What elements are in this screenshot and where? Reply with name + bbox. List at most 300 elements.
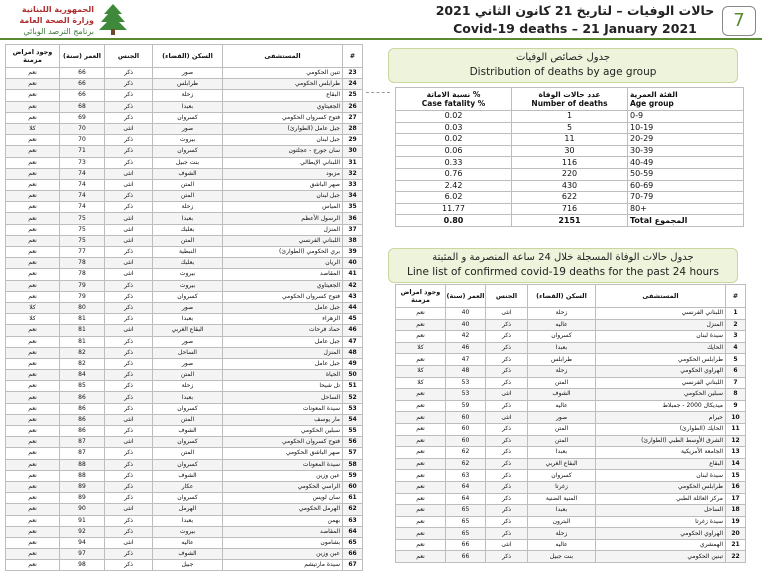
gender-cell: ذكر [105,135,153,146]
distribution-row [396,192,744,204]
age-group-cell: 40-49 [628,157,744,169]
residence-cell: زحلة [153,90,223,101]
hospital-cell: الهراوي الحكومي [596,528,726,540]
age-cell: 74 [60,179,105,190]
residence-cell: الشوف [153,549,223,560]
age-cell: 74 [60,202,105,213]
row-number-cell: 17 [726,493,746,505]
table-row [6,470,363,481]
cfr-header-ar: نسبة الاماتة % [426,90,481,99]
gender-cell: ذكر [486,447,528,459]
hospital-column-header: المستشفى [596,285,726,308]
hospital-cell: طرابلس الحكومي [223,79,343,90]
chronic-disease-cell: نعم [6,370,60,381]
distribution-row [396,134,744,146]
table-row [6,79,363,90]
chronic-disease-cell: نعم [6,560,60,571]
table-row [6,213,363,224]
gender-cell: ذكر [105,403,153,414]
chronic-disease-cell: نعم [6,112,60,123]
residence-cell: صور [528,412,596,424]
chronic-disease-cell: نعم [6,381,60,392]
row-number-cell: 19 [726,516,746,528]
gender-cell: ذكر [486,354,528,366]
row-number-cell: 14 [726,458,746,470]
chronic-disease-cell: نعم [6,504,60,515]
death-count-cell: 11 [512,134,628,146]
chronic-disease-cell: نعم [396,551,446,563]
hospital-cell: البقاع [223,90,343,101]
age-cell: 78 [60,258,105,269]
hospital-cell: اللبناني الفرنسي [223,235,343,246]
age-cell: 75 [60,224,105,235]
chronic-disease-cell: نعم [6,68,60,79]
age-cell: 86 [60,414,105,425]
residence-cell: زغرتا [528,481,596,493]
row-number-cell: 13 [726,447,746,459]
row-number-cell: 42 [343,280,363,291]
table-row [396,505,746,517]
table-row [6,101,363,112]
row-number-cell: 43 [343,291,363,302]
hospital-cell: طرابلس الحكومي [596,354,726,366]
chronic-disease-cell: نعم [6,146,60,157]
case-fatality-cell: 0.02 [396,111,512,123]
gender-cell: ذكر [486,435,528,447]
chronic-disease-cell: نعم [6,403,60,414]
residence-cell: عاليه [528,539,596,551]
row-number-cell: 65 [343,537,363,548]
death-count-cell: 430 [512,180,628,192]
header-divider [0,38,762,40]
gender-cell: ذكر [105,448,153,459]
hospital-cell: سيدة لبنان [596,331,726,343]
row-number-cell: 54 [343,414,363,425]
chronic-disease-cell: نعم [6,392,60,403]
age-cell: 87 [60,437,105,448]
age-cell: 69 [60,112,105,123]
residence-cell: عكار [153,481,223,492]
gender-cell: ذكر [486,481,528,493]
hospital-cell: المنزل [223,347,343,358]
residence-cell: البقاع الغربي [153,325,223,336]
line-list-table-header [388,248,738,283]
age-cell: 88 [60,459,105,470]
age-cell: 86 [60,426,105,437]
residence-cell: الشوف [528,389,596,401]
age-cell: 79 [60,280,105,291]
gender-cell: انثى [105,414,153,425]
residence-cell: كسروان [528,331,596,343]
line-list-table [395,284,746,563]
age-cell: 94 [60,537,105,548]
gender-cell: ذكر [105,302,153,313]
gender-cell: ذكر [105,358,153,369]
residence-cell: بنت جبيل [528,551,596,563]
gender-cell: ذكر [486,331,528,343]
chronic-disease-cell: نعم [6,168,60,179]
residence-cell: البترون [528,516,596,528]
row-number-cell: 60 [343,481,363,492]
chronic-disease-cell: نعم [6,437,60,448]
chronic-disease-cell: نعم [6,515,60,526]
residence-cell: كسروان [153,403,223,414]
row-number-cell: 12 [726,435,746,447]
hospital-cell: البقاع [596,458,726,470]
table-row [396,331,746,343]
chronic-disease-cell: نعم [6,202,60,213]
residence-cell: عاليه [153,537,223,548]
age-cell: 65 [446,528,486,540]
total-label-cell: Total المجموع [628,215,744,227]
chronic-disease-cell: نعم [396,458,446,470]
hospital-cell: سيدة لبنان [596,470,726,482]
residence-cell: المتن [153,414,223,425]
logo-line-1: الجمهورية اللبنانية [21,5,94,14]
residence-cell: بيروت [153,280,223,291]
table-row [6,448,363,459]
chronic-disease-cell: نعم [396,354,446,366]
gender-cell: ذكر [105,470,153,481]
residence-cell: كسروان [153,291,223,302]
table-row [396,319,746,331]
row-number-cell: 47 [343,336,363,347]
residence-cell: الهرمل [153,504,223,515]
residence-cell: بعبدا [153,515,223,526]
hospital-cell: جبل عامل [223,336,343,347]
table-row [6,347,363,358]
hospital-cell: المقاصد [223,269,343,280]
age-cell: 82 [60,358,105,369]
gender-cell: ذكر [486,377,528,389]
hospital-cell: فتوح كسروان الحكومي [223,437,343,448]
hospital-cell: عين وزين [223,470,343,481]
chronic-disease-cell: نعم [6,347,60,358]
residence-cell: بيروت [153,135,223,146]
gender-cell: انثى [105,123,153,134]
table-row [396,551,746,563]
gender-cell: ذكر [105,336,153,347]
age-cell: 60 [446,423,486,435]
distribution-row [396,180,744,192]
gender-cell: انثى [105,504,153,515]
age-cell: 68 [60,101,105,112]
case-fatality-cell: 11.77 [396,203,512,215]
chronic-disease-cell: نعم [6,101,60,112]
age-cell: 97 [60,549,105,560]
age-cell: 81 [60,325,105,336]
residence-cell: كسروان [153,112,223,123]
residence-cell: كسروان [153,493,223,504]
chronic-disease-cell: نعم [6,291,60,302]
table-row [396,423,746,435]
age-group-cell: 70-79 [628,192,744,204]
logo-line-3: برنامج الترصد الوبائي [23,27,94,36]
age-cell: 63 [446,470,486,482]
gender-cell: ذكر [105,314,153,325]
row-number-cell: 44 [343,302,363,313]
row-number-cell: 46 [343,325,363,336]
age-cell: 85 [60,381,105,392]
gender-cell: ذكر [105,549,153,560]
residence-cell: الشوف [153,470,223,481]
residence-cell: زحلة [153,202,223,213]
gender-cell: ذكر [486,319,528,331]
gender-cell: ذكر [105,79,153,90]
table-row [6,135,363,146]
gender-cell: ذكر [105,280,153,291]
case-fatality-cell: 0.33 [396,157,512,169]
table-row [396,342,746,354]
table-row [6,481,363,492]
residence-cell: الساحل [153,347,223,358]
hospital-cell: تل شيحا [223,381,343,392]
logo-line-2: وزارة الصحة العامة [19,16,94,25]
hospital-cell: الهمشري [596,539,726,551]
table-row [6,381,363,392]
chronic-disease-cell: نعم [6,549,60,560]
row-number-cell: 50 [343,370,363,381]
distribution-title-arabic: جدول خصائص الوفيات [515,52,611,63]
row-number-cell: 2 [726,319,746,331]
hospital-cell: عين وزين [223,549,343,560]
age-cell: 66 [60,90,105,101]
table-row [6,493,363,504]
age-cell: 40 [446,319,486,331]
hospital-cell: اللبناني الفرنسي [596,377,726,389]
hospital-cell: بشامون [223,537,343,548]
hospital-cell: الحياة [223,370,343,381]
age-group-cell: 10-19 [628,122,744,134]
row-number-cell: 28 [343,123,363,134]
chronic-disease-cell: نعم [6,269,60,280]
age-cell: 87 [60,448,105,459]
age-cell: 77 [60,247,105,258]
death-count-cell: 116 [512,157,628,169]
residence-cell: صور [153,302,223,313]
hospital-cell: جبل عامل (الطوارئ) [223,123,343,134]
gender-cell: ذكر [105,90,153,101]
chronic-disease-cell: نعم [396,435,446,447]
chronic-disease-cell: نعم [396,493,446,505]
chronic-disease-cell: نعم [6,247,60,258]
gender-cell: ذكر [486,458,528,470]
age-column-header: العمر (سنة) [60,45,105,68]
age-cell: 59 [446,400,486,412]
age-cell: 75 [60,235,105,246]
row-number-cell: 56 [343,437,363,448]
hospital-cell: الجامعة الأمريكية [596,447,726,459]
age-header-ar: الفئة العمرية [630,90,678,99]
chronic-disease-cell: نعم [6,157,60,168]
hospital-cell: مزبود [223,168,343,179]
row-number-cell: 59 [343,470,363,481]
row-number-cell: 61 [343,493,363,504]
table-row [396,308,746,320]
table-row [6,123,363,134]
table-row [396,493,746,505]
hospital-cell: حيرام [596,412,726,424]
age-cell: 92 [60,526,105,537]
age-column-header: العمر (سنة) [446,285,486,308]
gender-cell: انثى [105,258,153,269]
age-group-cell: 80+ [628,203,744,215]
gender-cell: ذكر [105,493,153,504]
gender-cell: انثى [486,389,528,401]
table-row [396,400,746,412]
case-fatality-cell: 2.42 [396,180,512,192]
residence-cell: صور [153,68,223,79]
row-number-cell: 37 [343,224,363,235]
row-number-cell: 25 [343,90,363,101]
age-group-cell: 20-29 [628,134,744,146]
hospital-cell: الريان [223,258,343,269]
death-count-cell: 5 [512,122,628,134]
table-row [6,325,363,336]
hospital-cell: جبل عامل [223,358,343,369]
age-group-cell: 30-39 [628,145,744,157]
gender-cell: ذكر [486,365,528,377]
hospital-cell: اللبناني الإيطالي [223,157,343,168]
page-title [430,2,720,38]
gender-cell: انثى [105,168,153,179]
chronic-disease-cell: نعم [396,412,446,424]
gender-cell: ذكر [105,392,153,403]
table-row [396,481,746,493]
residence-cell: كسروان [528,470,596,482]
hospital-column-header: المستشفى [223,45,343,68]
gender-cell: انثى [105,224,153,235]
residence-cell: المتن [528,377,596,389]
row-number-cell: 38 [343,235,363,246]
residence-cell: كسروان [153,146,223,157]
residence-cell: النبطية [153,247,223,258]
chronic-disease-cell: كلا [396,342,446,354]
row-number-cell: 48 [343,347,363,358]
cfr-column-header [396,88,512,111]
table-row [6,504,363,515]
age-cell: 79 [60,291,105,302]
hospital-cell: مار يوسف [223,414,343,425]
chronic-disease-cell: نعم [6,325,60,336]
table-row [6,224,363,235]
row-number-cell: 27 [343,112,363,123]
death-count-cell: 716 [512,203,628,215]
hospital-cell: سيدة المعونات [223,459,343,470]
gender-cell: ذكر [105,112,153,123]
residence-cell: بعبدا [153,101,223,112]
gender-cell: انثى [105,213,153,224]
hospital-cell: جبل عامل [223,302,343,313]
residence-cell: بيروت [153,269,223,280]
table-row [396,528,746,540]
hospital-cell: الساحل [223,392,343,403]
chronic-disease-cell: نعم [396,389,446,401]
chronic-disease-cell: نعم [6,213,60,224]
case-fatality-cell: 0.06 [396,145,512,157]
residence-column-header: السكن (القضاء) [528,285,596,308]
row-number-cell: 41 [343,269,363,280]
table-row [6,235,363,246]
page-title-arabic: حالات الوفيات – لتاريخ 21 كانون الثاني 2021 [435,3,715,18]
total-deaths-cell: 2151 [512,215,628,227]
age-cell: 46 [446,342,486,354]
hospital-cell: تبنين الحكومي [596,551,726,563]
hospital-cell: اللبناني الفرنسي [596,308,726,320]
hospital-cell: سبلين الحكومي [596,389,726,401]
residence-cell: الشوف [153,168,223,179]
row-number-cell: 26 [343,101,363,112]
gender-cell: ذكر [105,426,153,437]
age-cell: 60 [446,412,486,424]
table-row [6,515,363,526]
row-number-cell: 52 [343,392,363,403]
table-row [396,516,746,528]
age-cell: 84 [60,370,105,381]
age-cell: 70 [60,123,105,134]
deaths-list-table-continued [5,44,363,571]
row-number-cell: 3 [726,331,746,343]
table-row [6,112,363,123]
ministry-logo-text [6,4,94,37]
distribution-row [396,145,744,157]
residence-column-header: السكن (القضاء) [153,45,223,68]
gender-cell: انثى [486,308,528,320]
hospital-cell: الهرمل الحكومي [223,504,343,515]
table-row [6,414,363,425]
row-number-cell: 11 [726,423,746,435]
age-group-cell: 50-59 [628,168,744,180]
table-row [6,291,363,302]
distribution-row [396,122,744,134]
residence-cell: كسروان [153,437,223,448]
residence-cell: المتن [153,370,223,381]
hospital-cell: مركز العائلة الطبي [596,493,726,505]
table-row [6,459,363,470]
chronic-disease-cell: نعم [6,459,60,470]
residence-cell: زحلة [528,308,596,320]
chronic-disease-cell: نعم [396,528,446,540]
chronic-disease-column-header: وجود امراض مزمنة [6,45,60,68]
hospital-cell: فتوح كسروان الحكومي [223,112,343,123]
chronic-disease-cell: نعم [6,493,60,504]
residence-cell: بعبدا [528,505,596,517]
page-header [0,0,762,40]
hospital-cell: المنزل [223,224,343,235]
chronic-disease-cell: نعم [396,319,446,331]
row-number-cell: 1 [726,308,746,320]
chronic-disease-cell: نعم [6,191,60,202]
chronic-disease-cell: نعم [396,423,446,435]
hospital-cell: بهمن [223,515,343,526]
chronic-disease-cell: نعم [6,358,60,369]
table-row [6,258,363,269]
row-number-cell: 29 [343,135,363,146]
chronic-disease-cell: نعم [6,90,60,101]
residence-cell: بعلبك [153,258,223,269]
age-cell: 74 [60,191,105,202]
chronic-disease-cell: نعم [396,481,446,493]
table-row [6,179,363,190]
hospital-cell: الجعيتاوي [223,101,343,112]
residence-cell: المتن [153,191,223,202]
table-row [6,202,363,213]
row-number-cell: 49 [343,358,363,369]
residence-cell: بعبدا [528,342,596,354]
table-row [6,426,363,437]
residence-cell: صور [153,336,223,347]
table-row [6,280,363,291]
